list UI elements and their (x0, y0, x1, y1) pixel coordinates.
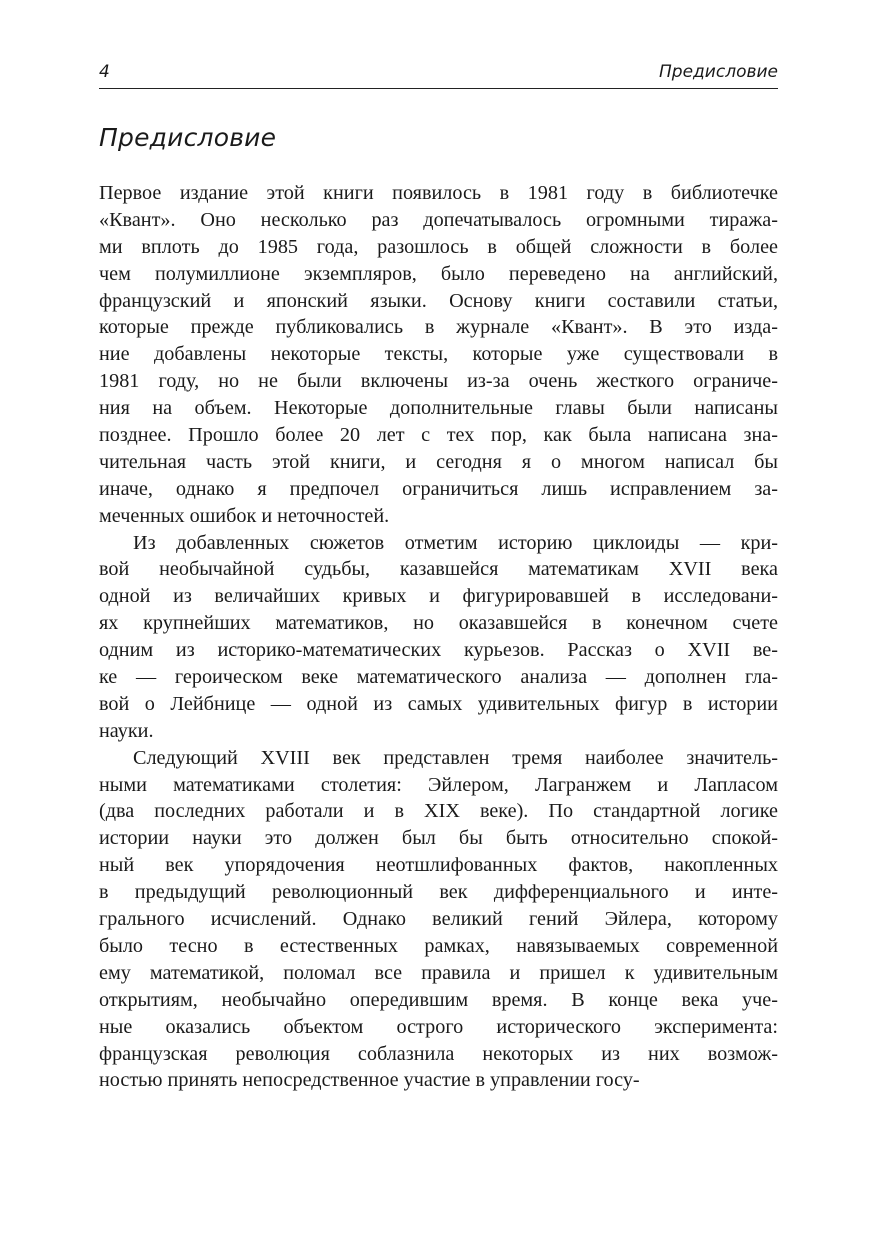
text-line: в предыдущий революционный век дифференциального и инте- (99, 881, 778, 904)
text-line: позднее. Прошло более 20 лет с тех пор, как была написана зна- (99, 424, 778, 447)
text-line: ему математикой, поломал все правила и пришел к удивительным (99, 961, 778, 984)
running-header (99, 60, 778, 89)
text-line: ях крупнейших математиков, но оказавшейся в конечном счете (99, 612, 778, 635)
text-line: ке — героическом веке математического анализа — дополнен гла- (99, 666, 778, 689)
paragraph (99, 530, 778, 745)
text-line: ми вплоть до 1985 года, разошлось в общей сложности в более (99, 235, 778, 258)
text-line: ние добавлены некоторые тексты, которые уже существовали в (99, 343, 778, 366)
text-line: ный век упорядочения неотшлифованных фактов, накопленных (99, 854, 778, 877)
paragraph (99, 745, 778, 1095)
text-line: открытиям, необычайно опередившим время. В конце века уче- (99, 988, 778, 1011)
text-line: ния на объем. Некоторые дополнительные главы были написаны (99, 397, 778, 420)
text-line: (два последних работали и в XIX веке). По стандартной логике (99, 800, 778, 823)
text-line: одним из историко-математических курьезов. Рассказ о XVII ве- (99, 639, 778, 662)
text-line: чительная часть этой книги, и сегодня я о многом написал бы (99, 450, 778, 473)
text-line: было тесно в естественных рамках, навязываемых современной (99, 934, 778, 957)
text-line: Первое издание этой книги появилось в 1981 году в библиотечке (99, 182, 778, 204)
text-line: «Квант». Оно несколько раз допечатывалось огромными тиража- (99, 208, 778, 231)
text-line: которые прежде публиковались в журнале «Квант». В это изда- (99, 316, 778, 339)
page-number: 4 (99, 62, 110, 82)
text-line: науки. (99, 719, 154, 742)
text-line: иначе, однако я предпочел ограничиться лишь исправлением за- (99, 477, 778, 500)
text-line: 1981 году, но не были включены из-за очень жесткого ограниче- (99, 370, 778, 393)
text-line: французская революция соблазнила некоторых из них возмож- (99, 1042, 778, 1065)
text-line: грального исчислений. Однако великий гений Эйлера, которому (99, 908, 778, 931)
text-line: истории науки это должен был бы быть относительно спокой- (99, 827, 778, 850)
text-line: чем полумиллионе экземпляров, было переведено на английский, (99, 262, 778, 285)
text-line: ными математиками столетия: Эйлером, Лагранжем и Лапласом (99, 773, 778, 796)
chapter-title: Предисловие (99, 123, 277, 152)
text-line: Следующий XVIII век представлен тремя наиболее значитель- (133, 746, 778, 769)
running-title: Предисловие (659, 62, 778, 82)
body-text (99, 180, 778, 1094)
text-line: вой о Лейбнице — одной из самых удивительных фигур в истории (99, 692, 778, 715)
paragraph (99, 180, 778, 530)
text-line: вой необычайной судьбы, казавшейся математикам XVII века (99, 558, 778, 581)
text-line: ные оказались объектом острого исторического эксперимента: (99, 1015, 778, 1038)
text-line: Из добавленных сюжетов отметим историю циклоиды — кри- (133, 531, 778, 554)
text-line: французский и японский языки. Основу книги составили статьи, (99, 289, 778, 312)
text-line: ностью принять непосредственное участие в управлении госу- (99, 1069, 640, 1092)
text-line: одной из величайших кривых и фигурировавшей в исследовани- (99, 585, 778, 608)
text-line: меченных ошибок и неточностей. (99, 504, 390, 527)
